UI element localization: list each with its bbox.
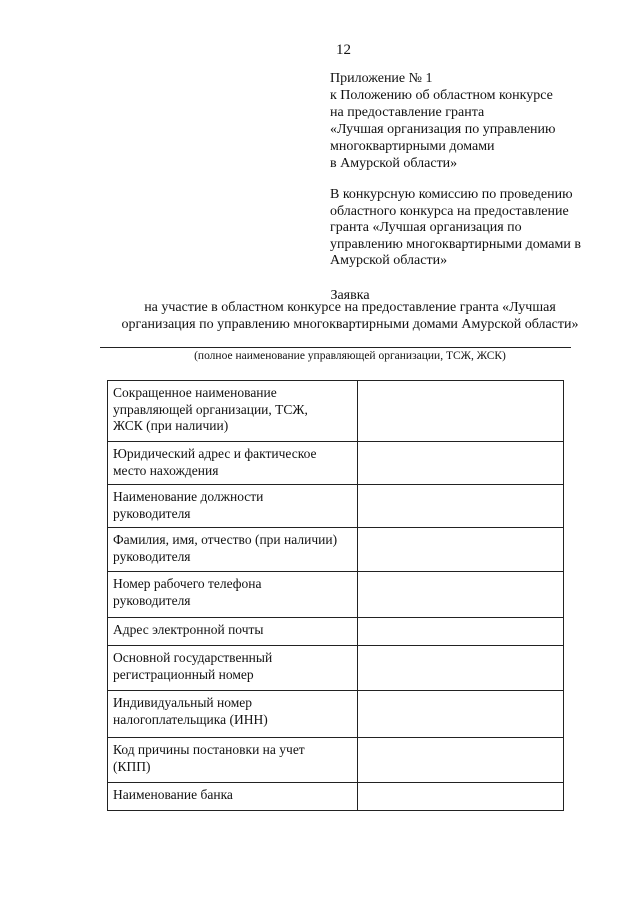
row-label-cell: [108, 381, 358, 442]
row-label: Наименование должности руководителя: [113, 489, 264, 521]
row-label: Наименование банка: [113, 787, 233, 802]
organization-name-caption: (полное наименование управляющей организации, ТСЖ, ЖСК): [194, 350, 506, 362]
row-value-cell[interactable]: [357, 442, 563, 485]
row-value-cell[interactable]: [357, 691, 563, 738]
application-form-table: [107, 380, 564, 811]
table-row: [108, 381, 564, 442]
addressee-line: В конкурсную комиссию по проведению: [330, 187, 573, 202]
document-subtitle: [100, 300, 600, 333]
addressee-line: гранта «Лучшая организация по: [330, 220, 522, 235]
organization-name-line: [100, 347, 571, 348]
row-value-cell[interactable]: [357, 381, 563, 442]
row-value-cell[interactable]: [357, 646, 563, 691]
table-row: [108, 485, 564, 528]
addressee-block: [330, 187, 620, 270]
row-label: Индивидуальный номер налогоплательщика (ИНН): [113, 695, 268, 727]
row-value-cell[interactable]: [357, 528, 563, 572]
table-row: [108, 618, 564, 646]
addressee-line: областного конкурса на предоставление: [330, 203, 569, 219]
row-label-cell: [108, 691, 358, 738]
appendix-header: [330, 70, 620, 172]
appendix-line: многоквартирными домами: [330, 139, 495, 154]
row-label-cell: [108, 442, 358, 485]
table-row: [108, 783, 564, 811]
row-label: Сокращенное наименование управляющей организации, ТСЖ, ЖСК (при наличии): [113, 385, 308, 433]
appendix-line: Приложение № 1: [330, 71, 433, 86]
appendix-line: в Амурской области»: [330, 156, 458, 171]
row-label: Фамилия, имя, отчество (при наличии) руководителя: [113, 532, 338, 564]
row-value-cell[interactable]: [357, 783, 563, 811]
document-title: Заявка: [330, 288, 370, 303]
addressee-line: управлению многоквартирными домами в: [330, 236, 581, 252]
row-label-cell: [108, 646, 358, 691]
subtitle-line: организация по управлению многоквартирными домами Амурской области»: [121, 316, 579, 332]
row-label-cell: [108, 738, 358, 783]
addressee-line: Амурской области»: [330, 253, 448, 268]
row-label-cell: [108, 783, 358, 811]
row-value-cell[interactable]: [357, 485, 563, 528]
row-label: Юридический адрес и фактическое место нахождения: [113, 446, 317, 478]
row-label-cell: [108, 485, 358, 528]
table-row: [108, 738, 564, 783]
row-value-cell[interactable]: [357, 572, 563, 618]
table-row: [108, 528, 564, 572]
table-row: [108, 572, 564, 618]
row-label: Номер рабочего телефона руководителя: [113, 576, 262, 608]
appendix-line: к Положению об областном конкурсе: [330, 88, 553, 103]
row-value-cell[interactable]: [357, 738, 563, 783]
row-label-cell: [108, 528, 358, 572]
subtitle-line: на участие в областном конкурсе на предоставление гранта «Лучшая: [144, 300, 556, 315]
row-label: Основной государственный регистрационный номер: [113, 650, 273, 682]
table-row: [108, 442, 564, 485]
row-label-cell: [108, 572, 358, 618]
row-label: Адрес электронной почты: [113, 622, 264, 637]
page-number: 12: [336, 42, 351, 58]
row-label-cell: [108, 618, 358, 646]
appendix-line: на предоставление гранта: [330, 105, 485, 120]
row-value-cell[interactable]: [357, 618, 563, 646]
row-label: Код причины постановки на учет (КПП): [113, 742, 305, 774]
table-row: [108, 646, 564, 691]
table-row: [108, 691, 564, 738]
appendix-line: «Лучшая организация по управлению: [330, 122, 556, 137]
